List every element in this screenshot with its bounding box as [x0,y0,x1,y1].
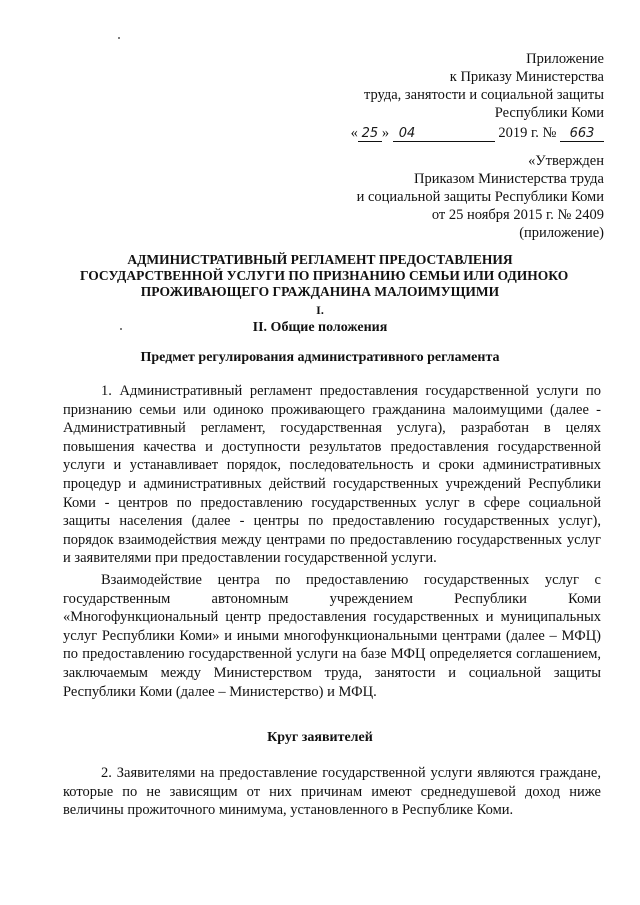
appendix-header [351,50,604,142]
applicants-heading: Круг заявителей [267,730,373,745]
paragraph-3: 2. Заявителями на предоставление государственной услуги являются граждане, которые по не зависящим от них причинам имеют среднедушевой доход ниже величины прожиточного минимума, установленного в Республике Коми. [63,765,601,819]
appendix-date-line [351,124,604,142]
subject-heading: Предмет регулирования административного регламента [140,350,500,365]
approved-line-2: Приказом Министерства труда [413,171,604,187]
order-number-handwritten: 663 [560,127,604,142]
approved-line-1: «Утвержден [528,153,604,169]
paragraph-1: 1. Административный регламент предоставления государственной услуги по признанию семьи или одиноко проживающего гражданина малоимущими (далее - Административный регламент, государственная услуга), разработан в целях повышения качества и доступности результатов предоставления государственной услуги и устанавливает порядок, последовательность и сроки административных процедур и административных действий государственных учреждений Республики Коми - центров по предоставлению государственных услуг в сфере социальной защиты населения (далее - центры по предоставлению государственных услуг), порядок взаимодействия между центрами по предоставлению государственных услуг и заявителями при предоставлении государственной услуги. [63,383,601,567]
approved-line-4: от 25 ноября 2015 г. № 2409 [431,207,604,223]
appendix-line-1: Приложение [526,51,604,67]
title-line-2: ГОСУДАРСТВЕННОЙ УСЛУГИ ПО ПРИЗНАНИЮ СЕМЬИ ИЛИ ОДИНОКО [80,268,569,283]
approved-line-3: и социальной защиты Республики Коми [356,189,604,205]
approved-line-5: (приложение) [519,225,604,241]
title-line-1: АДМИНИСТРАТИВНЫЙ РЕГЛАМЕНТ ПРЕДОСТАВЛЕНИЯ [127,252,513,267]
appendix-line-3: труда, занятости и социальной защиты [363,87,604,103]
date-year: 2019 г. № [498,125,557,141]
title-line-3: ПРОЖИВАЮЩЕГО ГРАЖДАНИНА МАЛОИМУЩИМИ [140,284,500,299]
paragraph-2: Взаимодействие центра по предоставлению государственных услуг с государственным автономным учреждением Республики Коми «Многофункциональный центр предоставления государственных и муниципальных услуг Республики Коми» и иными многофункциональными центрами (далее – МФЦ) по предоставлению государственной услуги на базе МФЦ определяется соглашением, заключаемым между Министерством труда, занятости и социальной защиты Республики Коми (далее – Министерство) и МФЦ. [63,572,601,700]
date-close-quote: » [381,125,390,141]
appendix-line-2: к Приказу Министерства [449,69,604,85]
date-day-handwritten: 25 [358,127,382,142]
document-title [80,252,569,336]
scan-speck [118,37,120,39]
section-general-provisions: II. Общие положения [252,320,388,335]
appendix-line-4: Республики Коми [494,105,604,121]
section-roman-numeral: I. [316,303,324,317]
date-open-quote: « [350,125,358,141]
approved-stamp-text [357,152,604,242]
date-month-handwritten: 04 [393,127,495,142]
